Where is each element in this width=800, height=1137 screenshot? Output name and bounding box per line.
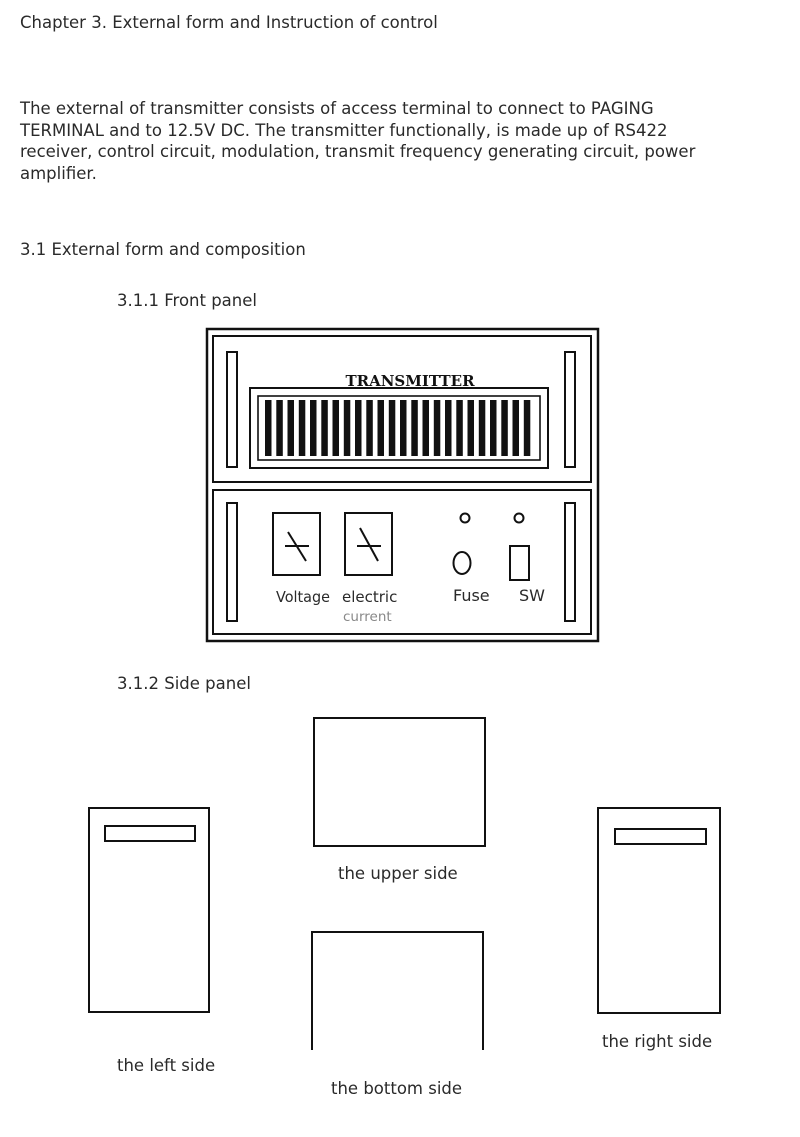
bottom-side-caption: the bottom side (331, 1079, 463, 1098)
lcd-bar (389, 400, 396, 456)
lcd-bar (456, 400, 463, 456)
lcd-bar (321, 400, 328, 456)
lcd-bar (378, 400, 385, 456)
current-label-line1: electric (342, 588, 398, 606)
right-side-caption: the right side (602, 1032, 713, 1051)
controls-section (213, 490, 591, 634)
lcd-bar (490, 400, 497, 456)
mounting-rail (227, 352, 237, 467)
indicator-lamp (515, 514, 524, 523)
lcd-bar (355, 400, 362, 456)
current-label-line2: current (343, 609, 392, 625)
section-heading-3-1-2: 3.1.2 Side panel (117, 674, 251, 693)
lcd-bar (265, 400, 272, 456)
section-heading-3-1: 3.1 External form and composition (20, 240, 306, 259)
left-side-slot (105, 826, 195, 841)
switch-label: SW (519, 586, 545, 605)
intro-line: receiver, control circuit, modulation, transmit frequency generating circuit, power (20, 142, 696, 161)
voltage-label: Voltage (276, 588, 330, 606)
lcd-bars (265, 400, 530, 456)
lcd-bar (445, 400, 452, 456)
lcd-bar (366, 400, 373, 456)
lcd-bar (333, 400, 340, 456)
lcd-bar (344, 400, 351, 456)
mounting-rail (227, 503, 237, 621)
section-heading-3-1-1: 3.1.1 Front panel (117, 291, 257, 310)
upper-side-panel (314, 718, 485, 846)
right-side-panel (598, 808, 720, 1013)
left-side-panel (89, 808, 209, 1012)
lcd-bar (423, 400, 430, 456)
left-side-caption: the left side (117, 1056, 216, 1075)
lcd-bar (276, 400, 283, 456)
lcd-bar (501, 400, 508, 456)
lcd-bar (288, 400, 295, 456)
lcd-bar (310, 400, 317, 456)
front-panel-diagram (0, 320, 800, 650)
mounting-rail (565, 352, 575, 467)
display-title: TRANSMITTER (345, 372, 475, 390)
lcd-bar (524, 400, 531, 456)
bottom-side-panel (312, 932, 483, 1050)
lcd-bar (299, 400, 306, 456)
right-side-slot (615, 829, 706, 844)
lcd-bar (411, 400, 418, 456)
lcd-bar (468, 400, 475, 456)
lcd-bar (400, 400, 407, 456)
lcd-bar (513, 400, 520, 456)
intro-paragraph (20, 98, 790, 184)
indicator-lamp (461, 514, 470, 523)
fuse-holder[interactable] (454, 552, 471, 574)
intro-line: amplifier. (20, 163, 97, 183)
fuse-label: Fuse (453, 586, 490, 605)
upper-side-caption: the upper side (338, 864, 458, 883)
lcd-bar (479, 400, 486, 456)
intro-line: The external of transmitter consists of access terminal to connect to PAGING (20, 99, 654, 118)
mounting-rail (565, 503, 575, 621)
chapter-title: Chapter 3. External form and Instruction of control (20, 13, 438, 32)
intro-line: TERMINAL and to 12.5V DC. The transmitter functionally, is made up of RS422 (20, 120, 668, 140)
power-switch[interactable] (510, 546, 529, 580)
lcd-bar (434, 400, 441, 456)
